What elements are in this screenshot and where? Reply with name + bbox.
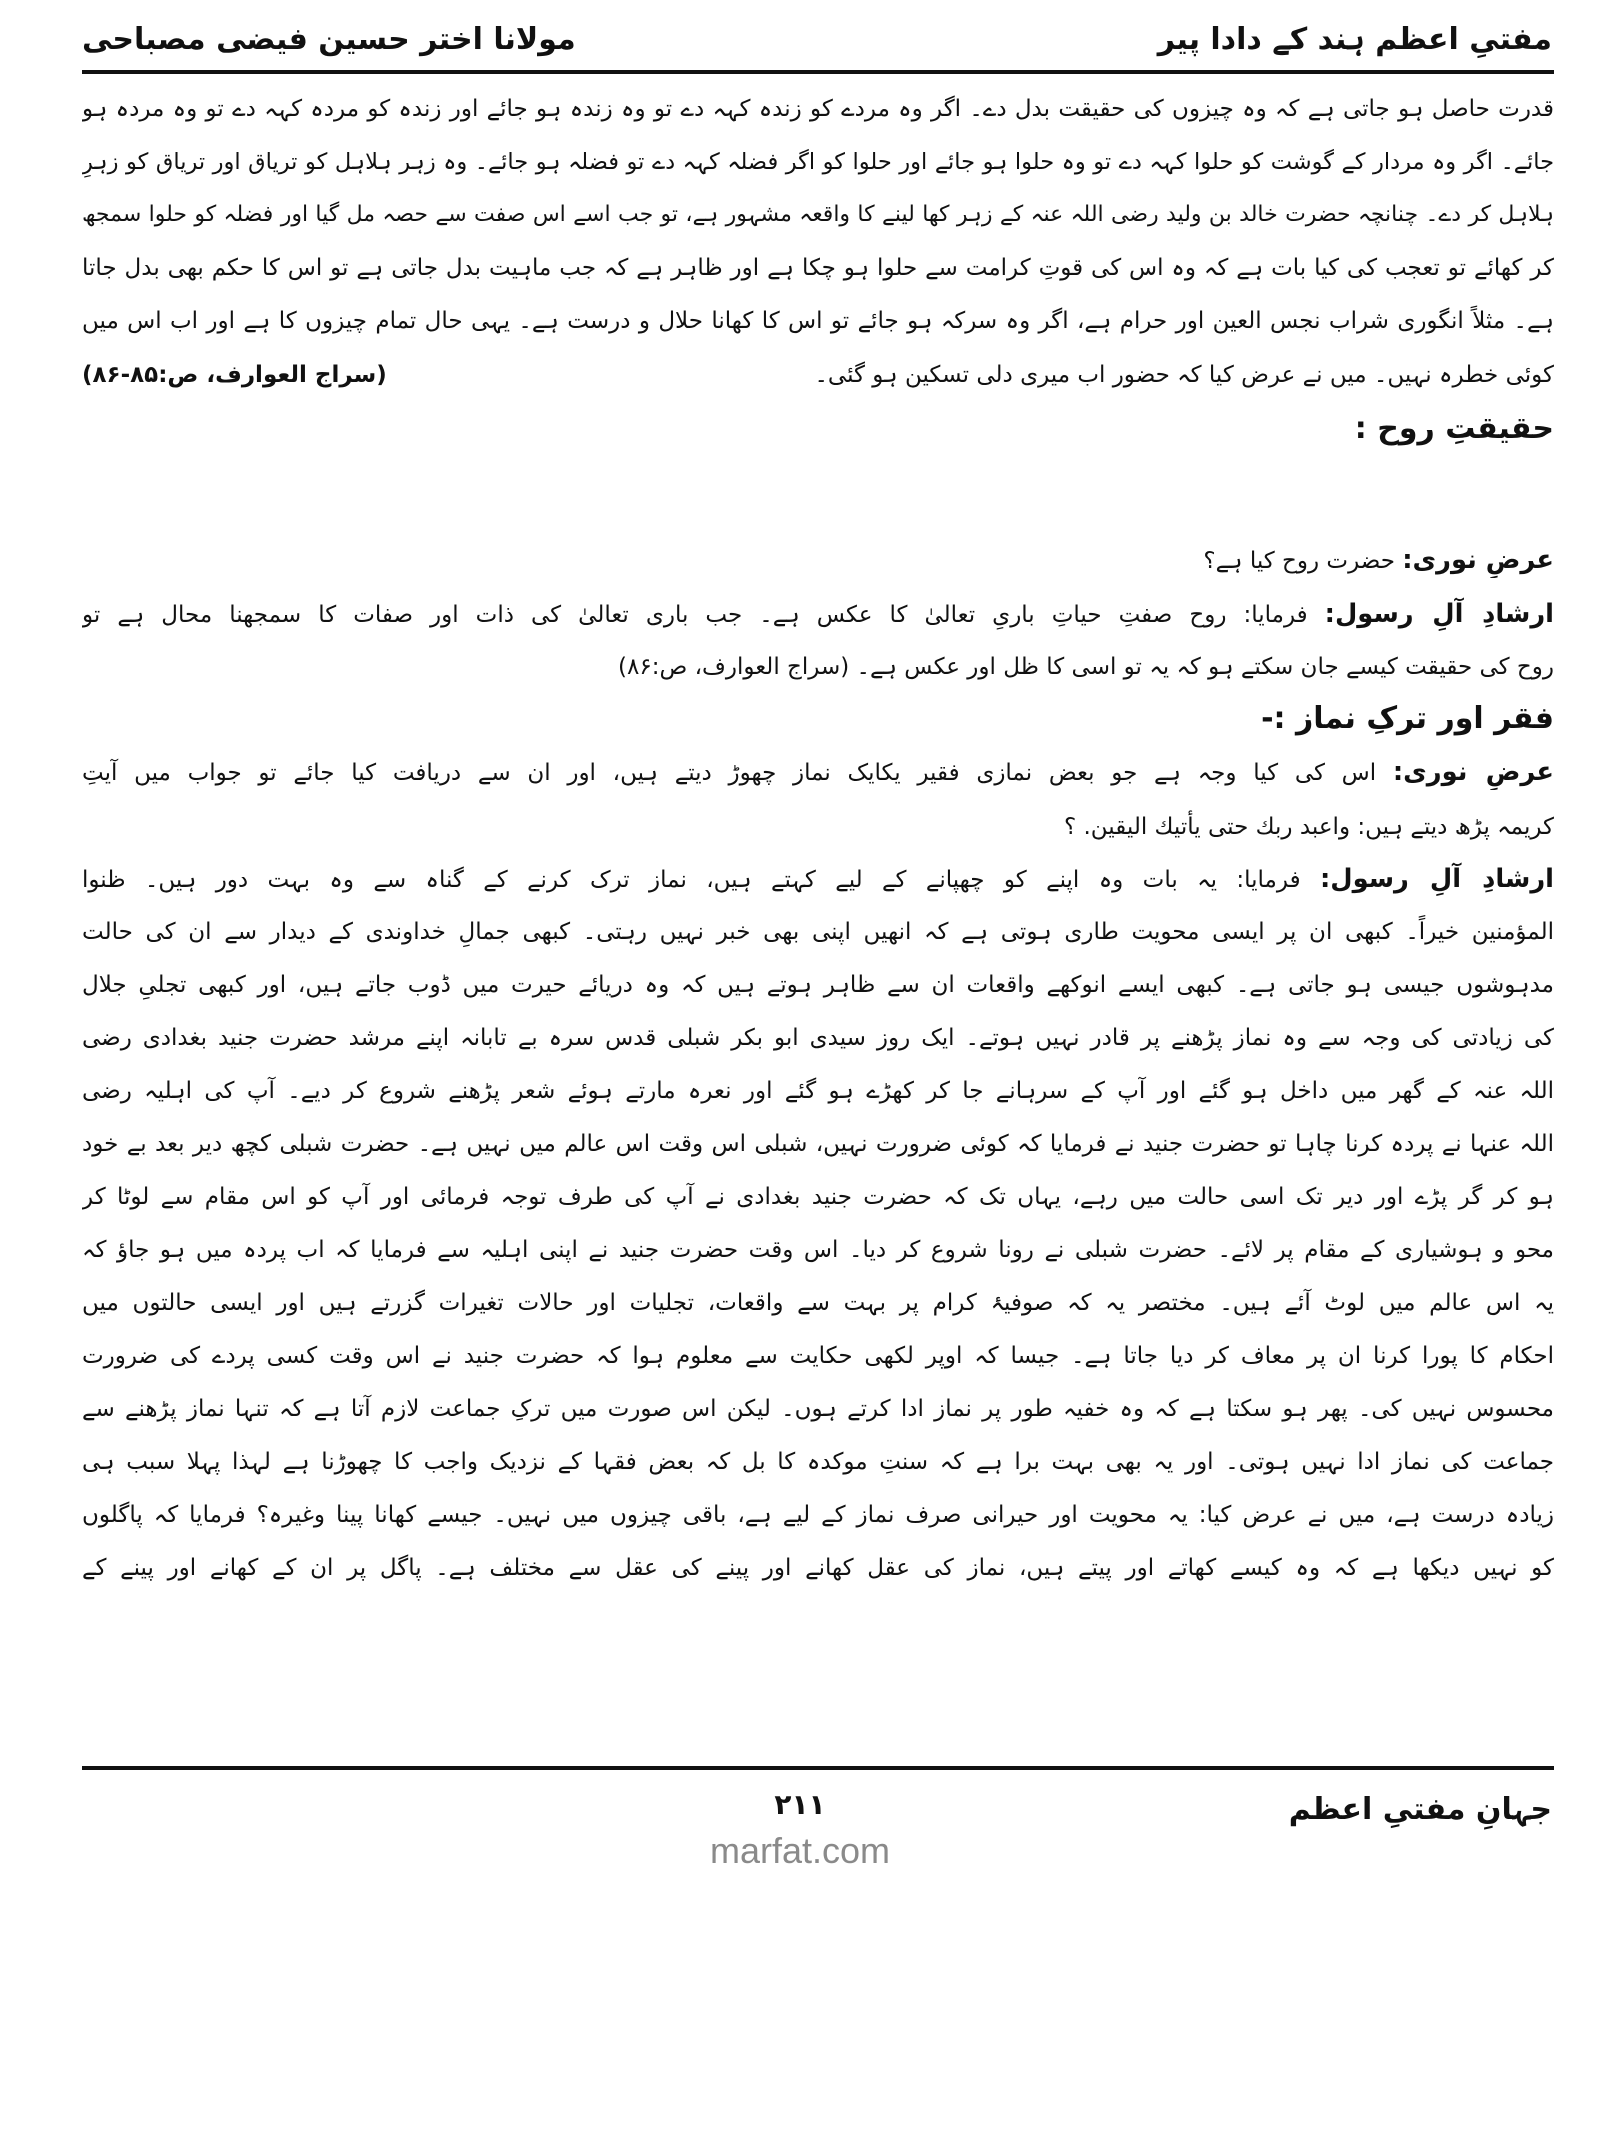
line-text: محسوس نہیں کی۔ پھر ہو سکتا ہے کہ وہ خفیہ طور پر نماز ادا کرتے ہوں۔ لیکن اس صورت میں ترکِ جماعت لازم آتا ہے کہ تنہا نماز پڑھنے سے bbox=[82, 1396, 1554, 1422]
section-heading: فقر اور ترکِ نماز :- bbox=[1261, 702, 1554, 736]
text-line bbox=[82, 1498, 1554, 1532]
text-line bbox=[82, 1392, 1554, 1426]
line-text: اللہ عنہ کے گھر میں داخل ہو گئے اور آپ کے سرہانے جا کر کھڑے ہو گئے اور نعرہ مارتے ہوئے شعر پڑھنے شروع کر دیے۔ آپ کی اہلیہ رضی bbox=[82, 1078, 1554, 1104]
line-text: جماعت کی نماز ادا نہیں ہوتی۔ اور یہ بھی بہت برا ہے کہ سنتِ موکدہ کا بل کہ بعض فقہا کے نزدیک واجب کا چھوڑنا ہے لہذا پہلا سبب ہی bbox=[82, 1449, 1554, 1475]
text-line bbox=[82, 1286, 1554, 1320]
text-line bbox=[82, 358, 1554, 392]
line-text: روح کی حقیقت کیسے جان سکتے ہو کہ یہ تو اسی کا ظل اور عکس ہے۔ (سراج العوارف، ص:۸۶) bbox=[618, 654, 1554, 680]
line-text: اللہ عنہا نے پردہ کرنا چاہا تو حضرت جنید نے فرمایا کہ کوئی ضرورت نہیں، شبلی اس وقت اس عالم میں نہیں ہے۔ حضرت شبلی کچھ دیر بعد بے خود bbox=[82, 1131, 1554, 1157]
text-line bbox=[82, 1233, 1554, 1267]
line-text: ہے۔ مثلاً انگوری شراب نجس العین اور حرام ہے، اگر وہ سرکہ ہو جائے تو اس کا کھانا حلال و درست ہے۔ یہی حال تمام چیزوں کا ہے اور اب اس میں bbox=[82, 308, 1554, 334]
text-line bbox=[82, 968, 1554, 1002]
speaker-label: ارشادِ آلِ رسول: bbox=[1319, 864, 1554, 894]
text-line bbox=[82, 1339, 1554, 1373]
running-header-title: مفتیِ اعظم ہند کے دادا پیر bbox=[1157, 22, 1552, 57]
line-text: محو و ہوشیاری کے مقام پر لائے۔ حضرت شبلی نے رونا شروع کر دیا۔ اس وقت حضرت جنید نے اپنی اہلیہ سے فرمایا کہ اب پردہ میں ہو جاؤ کہ bbox=[82, 1237, 1554, 1263]
line-text: ہو کر گر پڑے اور دیر تک اسی حالت میں رہے، یہاں تک کہ حضرت جنید بغدادی نے آپ کی طرف توجہ فرمائی اور آپ کو اس مقام سے لوٹا کر bbox=[82, 1184, 1554, 1210]
line-text: قدرت حاصل ہو جاتی ہے کہ وہ چیزوں کی حقیقت بدل دے۔ اگر وہ مردے کو زندہ کہہ دے تو وہ زندہ ہو جائے اور زندہ کو مردہ کہہ دے تو وہ مردہ ہو bbox=[82, 96, 1554, 122]
text-line bbox=[82, 1021, 1554, 1055]
header-divider bbox=[82, 70, 1554, 74]
line-text: زیادہ درست ہے، میں نے عرض کیا: یہ محویت اور حیرانی صرف نماز کے لیے ہے، باقی چیزوں میں نہیں۔ جیسے کھانا پینا وغیرہ؟ فرمایا کہ پاگلوں bbox=[82, 1502, 1554, 1528]
text-line bbox=[82, 251, 1554, 285]
text-line bbox=[82, 1445, 1554, 1479]
text-line bbox=[82, 650, 1554, 684]
section-heading: حقیقتِ روح : bbox=[1354, 412, 1554, 446]
line-text: فرمایا: روح صفتِ حیاتِ باریِ تعالیٰ کا عکس ہے۔ جب باری تعالیٰ کی ذات اور صفات کا سمجھنا محال ہے تو bbox=[82, 602, 1325, 628]
page-number: ۲۱۱ bbox=[774, 1788, 826, 1821]
running-header-author: مولانا اختر حسین فیضی مصباحی bbox=[82, 22, 576, 57]
line-text: حضرت روح کیا ہے؟ bbox=[1203, 548, 1403, 574]
line-text: کی زیادتی کی وجہ سے وہ نماز پڑھنے پر قادر نہیں ہوتے۔ ایک روز سیدی ابو بکر شبلی قدس سرہ بے تابانہ اپنے مرشد حضرت جنید بغدادی رضی bbox=[82, 1025, 1554, 1051]
source-citation: (سراج العوارف، ص:۸۵-۸۶) bbox=[82, 362, 387, 388]
line-text: کو نہیں دیکھا ہے کہ وہ کیسے کھاتے اور پیتے ہیں، نماز کی عقل کھانے اور پینے کی عقل سے مختلف ہے۔ پاگل پر ان کے کھانے اور پینے کے bbox=[82, 1555, 1554, 1581]
speaker-label: عرضِ نوری: bbox=[1392, 757, 1554, 787]
line-text: اس کی کیا وجہ ہے جو بعض نمازی فقیر یکایک نماز چھوڑ دیتے ہیں، اور ان سے دریافت کیا جائے تو جواب میں آیتِ bbox=[82, 760, 1393, 786]
line-content bbox=[814, 358, 1554, 392]
text-line bbox=[82, 1074, 1554, 1108]
line-text: مدہوشوں جیسی ہو جاتی ہے۔ کبھی ایسے انوکھے واقعات ان سے ظاہر ہوتے ہیں کہ وہ دریائے حیرت میں ڈوب جاتے ہیں، اور کبھی تجلیِ جلال bbox=[82, 972, 1554, 998]
line-text: کوئی خطرہ نہیں۔ میں نے عرض کیا کہ حضور اب میری دلی تسکین ہو گئی۔ bbox=[814, 362, 1554, 388]
line-text: کریمہ پڑھ دیتے ہیں: واعبد ربك حتى يأتيك اليقين. ؟ bbox=[1063, 814, 1554, 840]
footer-divider bbox=[82, 1766, 1554, 1770]
text-line bbox=[82, 1551, 1554, 1585]
line-text: المؤمنين خيراً۔ کبھی ان پر ایسی محویت طاری ہوتی ہے کہ انھیں اپنی بھی خبر نہیں رہتی۔ کبھی جمالِ خداوندی کے دیدار سے ان کی حالت bbox=[82, 919, 1554, 945]
line-text: فرمایا: یہ بات وہ اپنے کو چھپانے کے لیے کہتے ہیں، نماز ترک کرنے کے گناہ سے وہ بہت دور ہیں۔ ظنوا bbox=[82, 867, 1320, 893]
footer-book-title: جہانِ مفتیِ اعظم bbox=[1288, 1792, 1552, 1827]
line-text: کر کھائے تو تعجب کی کیا بات ہے کہ وہ اس کی قوتِ کرامت سے حلوا ہو چکا ہے اور ظاہر ہے کہ جب ماہیت بدل جاتی ہے تو اس کا حکم بھی بدل جاتا bbox=[82, 255, 1554, 281]
text-line bbox=[82, 92, 1554, 126]
text-line bbox=[82, 1127, 1554, 1161]
line-text: یہ اس عالم میں لوٹ آئے ہیں۔ مختصر یہ کہ صوفیۂ کرام پر بہت سے واقعات، تجلیات اور حالات تغیرات گزرتے ہیں اور ایسی حالتوں میں bbox=[82, 1290, 1554, 1316]
speaker-label: عرضِ نوری: bbox=[1402, 545, 1554, 575]
watermark: marfat.com bbox=[709, 1830, 891, 1871]
line-text: احکام کا پورا کرنا ان پر معاف کر دیا جاتا ہے۔ جیسا کہ اوپر لکھی حکایت سے معلوم ہوا کہ حضرت جنید نے اس وقت کسی پردے کی ضرورت bbox=[82, 1343, 1554, 1369]
dialogue-line bbox=[82, 755, 1554, 790]
text-line bbox=[82, 304, 1554, 338]
line-text: ہلاہل کر دے۔ چنانچہ حضرت خالد بن ولید رضی اللہ عنہ کے زہر کھا لینے کا واقعہ مشہور ہے، تو جب اسے اس صفت سے حصہ مل گیا اور فضلہ کو حلوا سمجھ bbox=[82, 202, 1554, 227]
text-line bbox=[82, 915, 1554, 949]
text-line bbox=[82, 810, 1554, 844]
text-line bbox=[82, 198, 1554, 232]
speaker-label: ارشادِ آلِ رسول: bbox=[1324, 599, 1554, 629]
dialogue-line bbox=[82, 862, 1554, 897]
dialogue-line bbox=[82, 597, 1554, 632]
line-text: جائے۔ اگر وہ مردار کے گوشت کو حلوا کہہ دے تو وہ حلوا ہو جائے اور حلوا کو اگر فضلہ کہہ دے تو فضلہ ہو جائے۔ وہ زہر ہلاہل کو تریاق اور تریاق کو زہرِ bbox=[82, 149, 1554, 175]
dialogue-line bbox=[82, 543, 1554, 578]
text-line bbox=[82, 1180, 1554, 1214]
text-line bbox=[82, 145, 1554, 179]
